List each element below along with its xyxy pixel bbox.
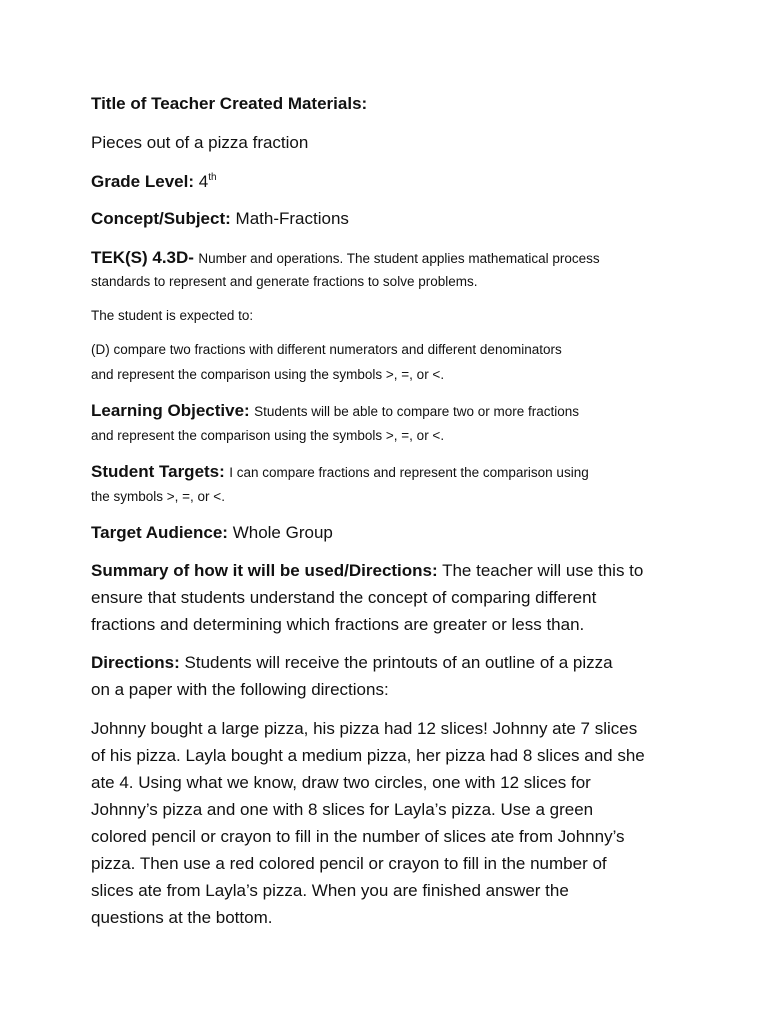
story-line: of his pizza. Layla bought a medium pizza, her pizza had 8 slices and she: [91, 746, 645, 765]
story-line: questions at the bottom.: [91, 908, 273, 927]
audience-value: Whole Group: [232, 523, 333, 542]
concept-label: Concept/Subject:: [91, 209, 231, 228]
story-line: slices ate from Layla’s pizza. When you are finished answer the: [91, 881, 569, 900]
grade-suffix: th: [208, 172, 217, 183]
learning-objective: [91, 401, 579, 421]
grade-value: 4: [198, 172, 209, 191]
concept-subject: [91, 209, 349, 229]
teks-text-2: standards to represent and generate fractions to solve problems.: [91, 274, 478, 289]
teks-line-1: [91, 248, 600, 268]
grade-level: [91, 172, 217, 192]
directions-text-1: Students will receive the printouts of an outline of a pizza: [184, 653, 613, 672]
summary-text-3: fractions and determining which fractions are greater or less than.: [91, 615, 585, 634]
story-paragraph: [91, 715, 691, 931]
title-label: Title of Teacher Created Materials:: [91, 94, 368, 113]
summary-text-2: ensure that students understand the concept of comparing different: [91, 588, 597, 607]
student-targets: [91, 462, 589, 482]
expected-text: The student is expected to:: [91, 308, 254, 323]
directions-label: Directions:: [91, 653, 180, 672]
title-value: Pieces out of a pizza fraction: [91, 133, 309, 152]
objective-text-2: and represent the comparison using the symbols >, =, or <.: [91, 428, 445, 443]
teks-text-1: Number and operations. The student applies mathematical process: [198, 251, 600, 266]
d-text-1: (D) compare two fractions with different numerators and different denominators: [91, 342, 562, 357]
audience-label: Target Audience:: [91, 523, 228, 542]
grade-label: Grade Level:: [91, 172, 194, 191]
summary-text-1: The teacher will use this to: [442, 561, 644, 580]
objective-label: Learning Objective:: [91, 401, 250, 420]
summary-line-1: [91, 561, 643, 581]
d-text-2: and represent the comparison using the symbols >, =, or <.: [91, 367, 445, 382]
targets-text-1: I can compare fractions and represent the comparison using: [229, 465, 589, 480]
story-line: ate 4. Using what we know, draw two circles, one with 12 slices for: [91, 773, 591, 792]
story-line: Johnny’s pizza and one with 8 slices for Layla’s pizza. Use a green: [91, 800, 594, 819]
targets-label: Student Targets:: [91, 462, 225, 481]
targets-text-2: the symbols >, =, or <.: [91, 489, 225, 504]
concept-value: Math-Fractions: [235, 209, 349, 228]
teks-label: TEK(S) 4.3D-: [91, 248, 194, 267]
story-line: colored pencil or crayon to fill in the number of slices ate from Johnny’s: [91, 827, 625, 846]
story-line: Johnny bought a large pizza, his pizza had 12 slices! Johnny ate 7 slices: [91, 719, 638, 738]
objective-text-1: Students will be able to compare two or more fractions: [254, 404, 580, 419]
directions-text-2: on a paper with the following directions:: [91, 680, 389, 699]
directions-line-1: [91, 653, 613, 673]
target-audience: [91, 523, 333, 543]
summary-label: Summary of how it will be used/Directions:: [91, 561, 438, 580]
story-line: pizza. Then use a red colored pencil or crayon to fill in the number of: [91, 854, 607, 873]
